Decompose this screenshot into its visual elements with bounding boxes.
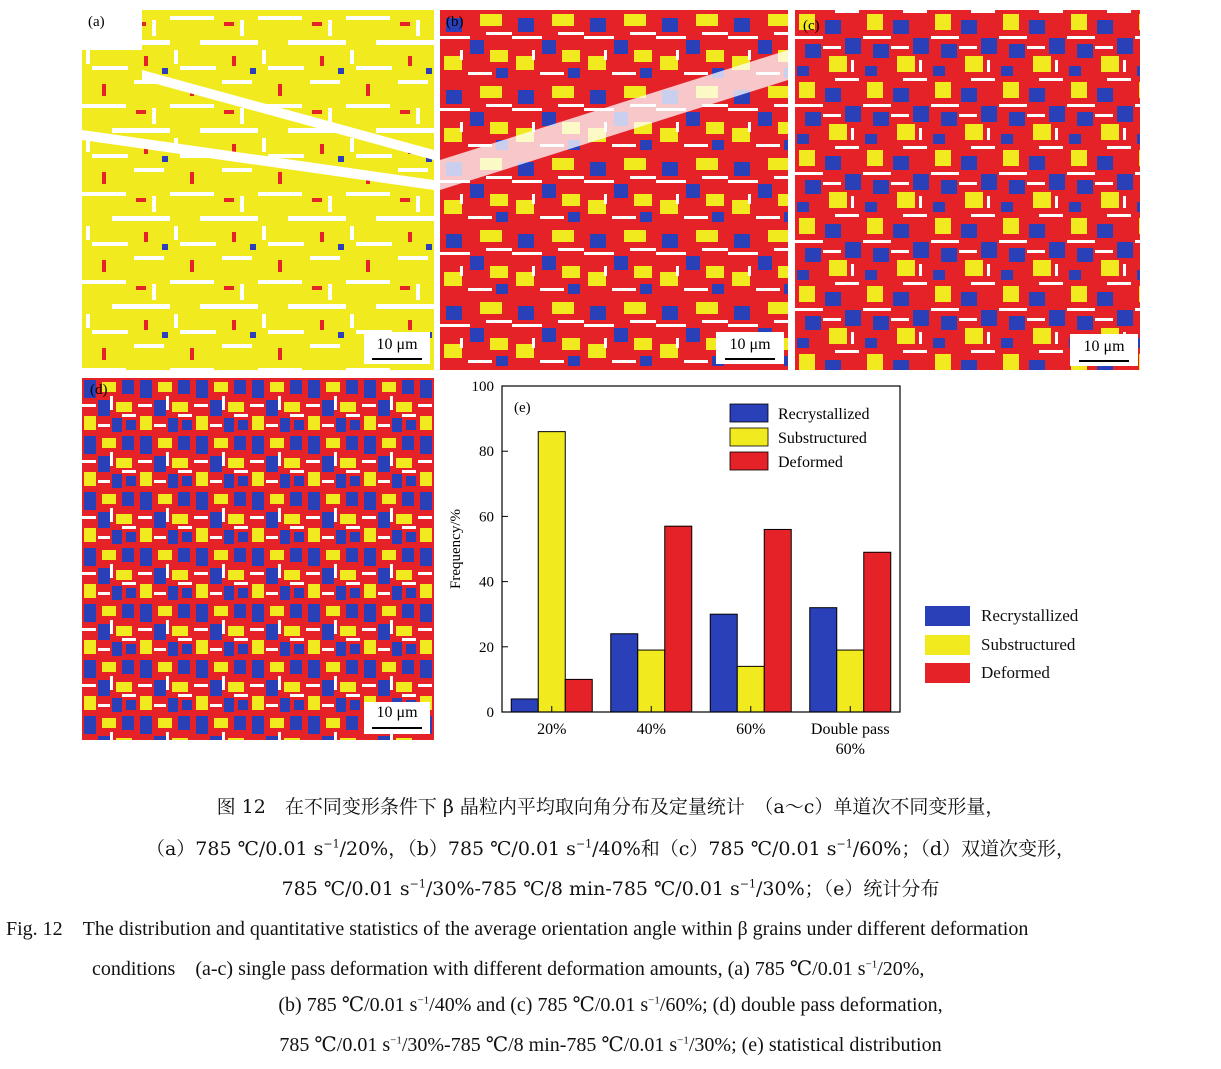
scale-label-b: 10 μm [729, 336, 771, 353]
bar [837, 650, 864, 712]
legend-swatch [730, 428, 768, 446]
caption-en-line1: Fig. 12 The distribution and quantitative statistics of the average orientation angle within β grains under different deformation [6, 918, 1029, 940]
panel-label-e: (e) [514, 400, 531, 416]
caption-en-line2 [92, 952, 1212, 981]
scale-bar-b [725, 358, 775, 360]
caption-en-line3 [0, 992, 1221, 1017]
caption-text: /30%-785 ℃/8 min-785 ℃/0.01 s [401, 1034, 678, 1056]
bar-chart [440, 372, 920, 767]
bar [565, 679, 592, 712]
exponent: −1 [648, 994, 660, 1007]
legend-swatch [730, 404, 768, 422]
legend-label: Substructured [778, 430, 867, 447]
bar [665, 526, 692, 712]
map-b-image [440, 10, 788, 370]
bar [764, 529, 791, 712]
scale-bar-c [1079, 360, 1129, 362]
caption-cn-line3 [0, 874, 1221, 901]
legend-outside-swatch [925, 663, 970, 683]
y-tick-label: 60 [479, 509, 494, 526]
bar [710, 614, 737, 712]
exponent: −1 [417, 994, 430, 1007]
x-tick-label: 60% [736, 721, 766, 738]
bar [638, 650, 665, 712]
map-c-image [795, 10, 1140, 370]
panel-label-d: (d) [90, 382, 108, 398]
exponent: −1 [865, 958, 878, 971]
legend-label: Recrystallized [778, 406, 870, 423]
caption-cn-line2 [0, 834, 1221, 861]
y-tick-label: 100 [471, 379, 494, 395]
scale-label-c: 10 μm [1083, 338, 1125, 355]
caption-text: /20%，（b）785 ℃/0.01 s [339, 838, 576, 860]
caption-text: (b) 785 ℃/0.01 s [278, 994, 418, 1016]
caption-text: /20%, [877, 958, 925, 980]
caption-text: /60%；（d）双道次变形， [852, 838, 1076, 860]
caption-text: 785 ℃/0.01 s [281, 878, 410, 900]
bar [737, 666, 764, 712]
legend-outside-label: Deformed [981, 663, 1050, 682]
bar [864, 552, 891, 712]
caption-text: /60%; (d) double pass deformation, [659, 994, 943, 1016]
map-panel-a [82, 10, 434, 370]
y-axis-label: Frequency/% [448, 509, 464, 589]
bar [538, 432, 565, 712]
caption-text: /30%；（e）统计分布 [756, 878, 940, 900]
map-d-image [82, 378, 434, 740]
caption-text: /30%-785 ℃/8 min-785 ℃/0.01 s [425, 878, 740, 900]
x-tick-label: 40% [636, 721, 666, 738]
exponent: −1 [390, 1034, 402, 1047]
exponent: −1 [836, 837, 853, 851]
exponent: −1 [323, 837, 340, 851]
map-panel-b [440, 10, 788, 370]
bar [511, 699, 538, 712]
caption-cn-line1: 图 12 在不同变形条件下 β 晶粒内平均取向角分布及定量统计 （a～c）单道次不同变形量， [216, 796, 1005, 818]
map-a-image [82, 10, 434, 370]
y-tick-label: 80 [479, 444, 494, 461]
scale-bar-a [372, 358, 422, 360]
legend-outside-swatch [925, 635, 970, 655]
x-tick-label: 20% [537, 721, 567, 738]
caption-text: 785 ℃/0.01 s [279, 1034, 391, 1056]
caption-text: conditions (a-c) single pass deformation with different deformation amounts, (a) 785 ℃/0.01 s [92, 958, 866, 980]
exponent: −1 [739, 877, 757, 891]
map-panel-c [795, 10, 1140, 370]
scale-bar-d [372, 727, 422, 729]
panel-label-a: (a) [88, 14, 105, 30]
bar [611, 634, 638, 712]
caption-text: /30%; (e) statistical distribution [688, 1034, 942, 1056]
caption-en-line4 [0, 1032, 1221, 1057]
bar [810, 608, 837, 712]
caption-text: /40% and (c) 785 ℃/0.01 s [429, 994, 649, 1016]
legend-swatch [730, 452, 768, 470]
scale-label-d: 10 μm [376, 704, 418, 721]
legend-label: Deformed [778, 454, 843, 471]
exponent: −1 [677, 1034, 689, 1047]
y-tick-label: 20 [479, 639, 494, 656]
y-tick-label: 40 [479, 574, 494, 591]
panel-label-b: (b) [446, 14, 464, 30]
legend-outside-label: Recrystallized [981, 606, 1079, 625]
x-tick-label: Double pass 60% [810, 721, 890, 758]
caption-text: （a）785 ℃/0.01 s [145, 838, 324, 860]
panel-label-c: (c) [803, 18, 820, 34]
map-panel-d [82, 378, 434, 740]
caption-text: /40%和（c）785 ℃/0.01 s [592, 838, 837, 860]
y-tick-label: 0 [486, 705, 494, 721]
exponent: −1 [409, 877, 426, 891]
legend-outside-label: Substructured [981, 634, 1076, 654]
exponent: −1 [575, 837, 593, 851]
legend-outside-swatch [925, 606, 970, 626]
scale-label-a: 10 μm [376, 336, 418, 353]
